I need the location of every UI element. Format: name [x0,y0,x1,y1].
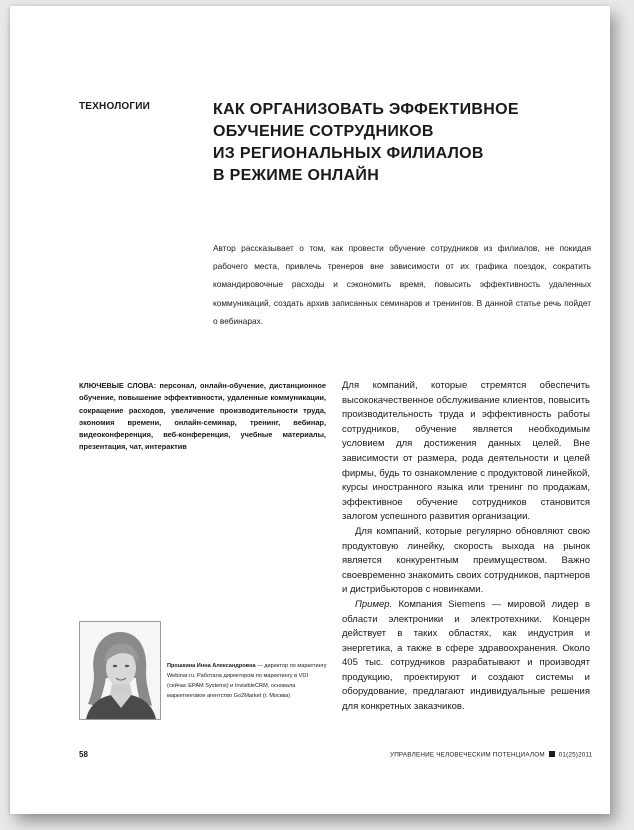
author-photo [79,621,161,720]
article-lead: Автор рассказывает о том, как провести обучение сотрудников из филиалов, не покидая рабочего места, привлечь тренеров вне зависимости от их графика поездок, сократить командировочные расходы и сэкономить время, повысить эффективность удаленных коммуникаций, создать архив записанных семинаров и тренингов. В данной статье речь пойдет о вебинарах. [213,243,591,326]
square-bullet-icon [549,751,555,757]
title-line: ОБУЧЕНИЕ СОТРУДНИКОВ [213,123,434,140]
section-label: ТЕХНОЛОГИИ [79,101,151,112]
journal-name: УПРАВЛЕНИЕ ЧЕЛОВЕЧЕСКИМ ПОТЕНЦИАЛОМ [390,751,545,759]
keywords-label: КЛЮЧЕВЫЕ СЛОВА: [79,381,157,390]
example-text: Компания Siemens — мировой лидер в области электроники и электротехники. Концерн действует в таких областях, как индустрия и энергетика, а также в сфере здравоохранения. Около 405 тыс. сотрудников разрабатывают и производят продукцию, проектируют и создают системы и оборудование, предлагают индивидуальные решения для конкретных заказчиков. [342,598,590,713]
issue-number: 01(25)2011 [558,751,593,759]
author-description: — директор по маркетингу Webinar.ru. Работала директором по маркетингу в VDI (сейчас EPAM Systems) и InvisibleCRM, основала маркетинговое агентство Go2Market (г. Москва) [167,663,327,699]
title-line: КАК ОРГАНИЗОВАТЬ ЭФФЕКТИВНОЕ [213,101,519,118]
page-number: 58 [79,750,88,759]
title-line: В РЕЖИМЕ ОНЛАЙН [213,167,380,184]
body-paragraph [342,598,590,715]
keywords-block [79,380,326,454]
portrait-image [80,622,160,719]
article-title [213,99,543,187]
journal-footer [390,751,593,759]
example-label: Пример. [355,598,393,610]
magazine-page [10,6,610,814]
body-paragraph: Для компаний, которые стремятся обеспечить высококачественное обслуживание клиентов, повысить производительность труда и эффективность работы сотрудников, обучение является необходимым условием для достижения данных целей. Вне зависимости от размера, рода деятельности и целей фирмы, будь то ознакомление с продуктовой линейкой, курсы иностранного языка или тренинг по продажам, эффективное обучение сотрудников становится залогом успешного развития организации. [342,380,590,523]
author-bio [167,661,327,701]
author-name: Прошкина Инна Александровна [167,663,256,669]
title-line: ИЗ РЕГИОНАЛЬНЫХ ФИЛИАЛОВ [213,145,484,162]
article-body [342,379,590,715]
body-paragraph: Для компаний, которые регулярно обновляют свою продуктовую линейку, скорость выхода на рынок является конкурентным преимуществом. Важно своевременно знакомить своих сотрудников, партнеров и дистрибьюторов с новинками. [342,525,590,596]
keywords-text: персонал, онлайн-обучение, дистанционное обучение, повышение эффективности, удаленные коммуникации, сокращение расходов, увеличение производительности труда, экономия времени, онлайн-семинар, тренинг, вебинар, видеоконференция, веб-конференция, учебные материалы, презентация, чат, интерактив [79,381,326,452]
